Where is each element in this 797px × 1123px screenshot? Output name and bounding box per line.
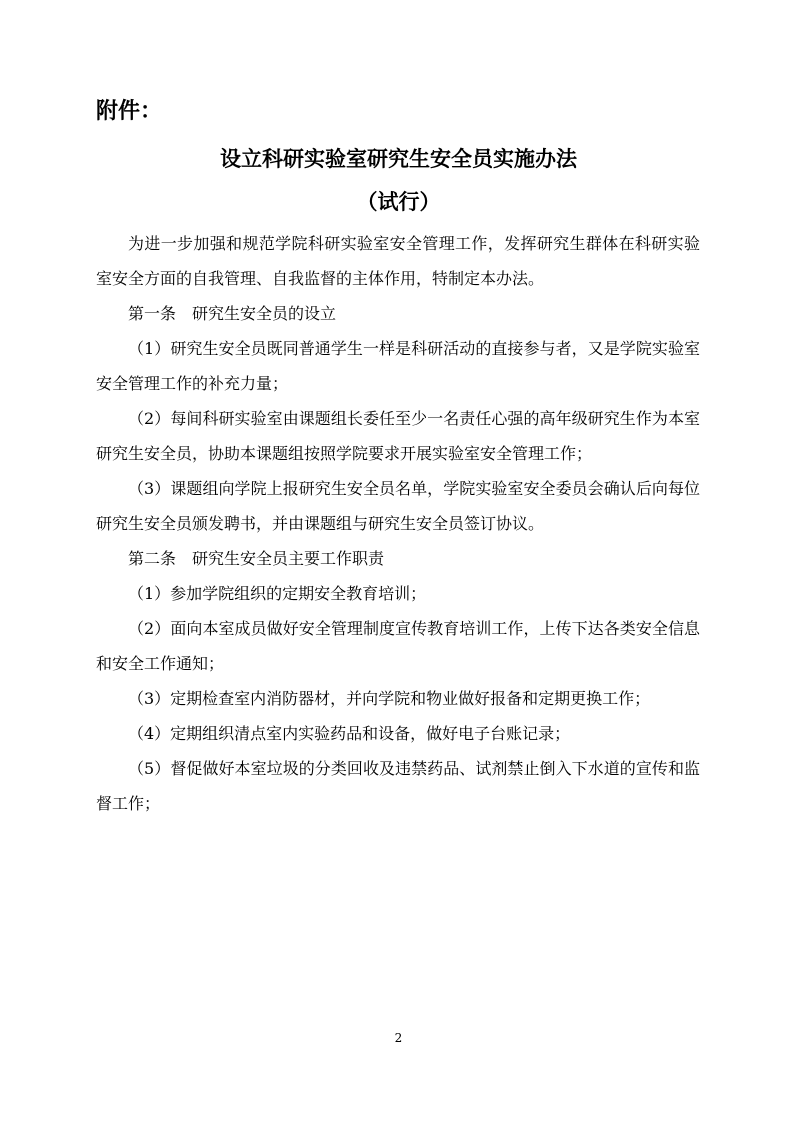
- article-two-item-1: （1）参加学院组织的定期安全教育培训；: [128, 584, 427, 603]
- page-number: 2: [394, 1031, 403, 1045]
- article-one-item-3: （3）课题组向学院上报研究生安全员名单，学院实验室安全委员会确认后向每位研究生安全员颁发聘书，并由课题组与研究生安全员签订协议。: [96, 479, 700, 533]
- document-subtitle: （试行）: [356, 189, 441, 214]
- document-title: 设立科研实验室研究生安全员实施办法: [220, 146, 577, 171]
- attachment-label: 附件：: [96, 98, 163, 124]
- article-two-item-3: （3）定期检查室内消防器材，并向学院和物业做好报备和定期更换工作；: [128, 689, 651, 708]
- article-two-item-2: （2）面向本室成员做好安全管理制度宣传教育培训工作，上传下达各类安全信息和安全工作通知；: [96, 619, 700, 673]
- paragraph-intro: 为进一步加强和规范学院科研实验室安全管理工作，发挥研究生群体在科研实验室安全方面的自我管理、自我监督的主体作用，特制定本办法。: [96, 234, 700, 288]
- article-one-item-1: （1）研究生安全员既同普通学生一样是科研活动的直接参与者，又是学院实验室安全管理工作的补充力量；: [96, 339, 700, 393]
- article-two-item-4: （4）定期组织清点室内实验药品和设备，做好电子台账记录；: [128, 724, 571, 743]
- article-one-heading: 第一条 研究生安全员的设立: [128, 304, 337, 323]
- document-body: [96, 226, 700, 821]
- article-one-item-2: （2）每间科研实验室由课题组长委任至少一名责任心强的高年级研究生作为本室研究生安全员，协助本课题组按照学院要求开展实验室安全管理工作；: [96, 409, 700, 463]
- article-two-heading: 第二条 研究生安全员主要工作职责: [128, 549, 385, 568]
- article-two-item-5: （5）督促做好本室垃圾的分类回收及违禁药品、试剂禁止倒入下水道的宣传和监督工作；: [96, 759, 700, 813]
